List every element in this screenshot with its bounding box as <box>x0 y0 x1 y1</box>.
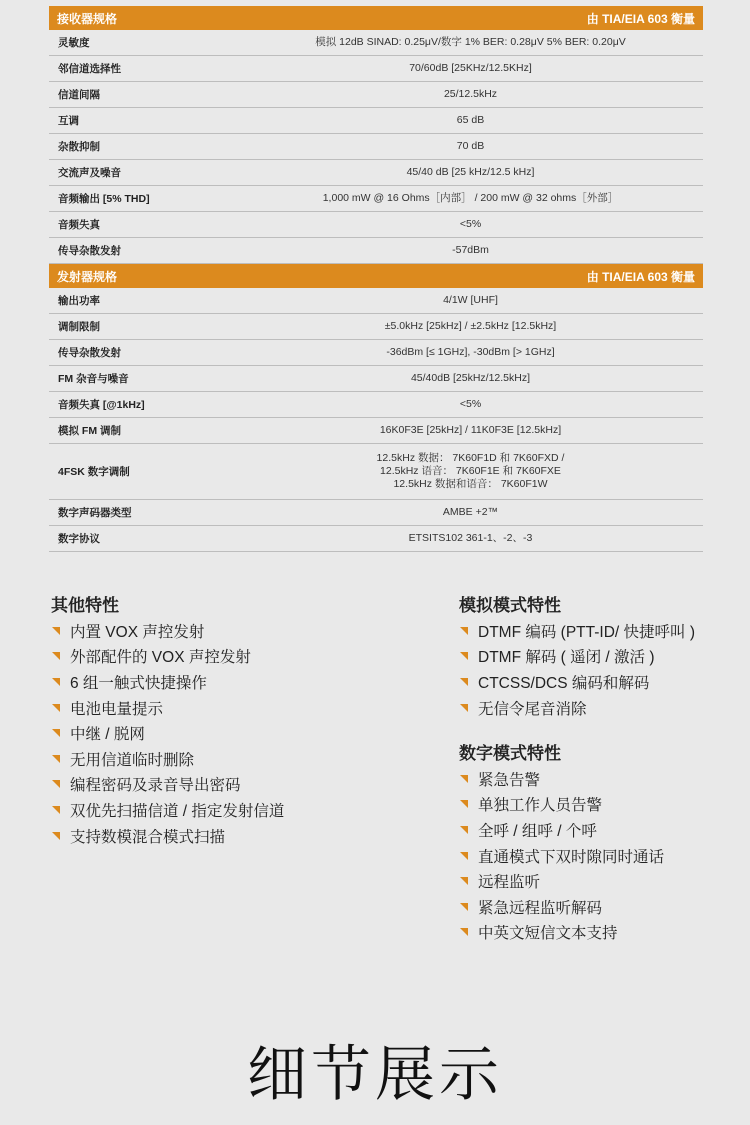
spec-value <box>258 62 703 75</box>
bullet-triangle-icon <box>460 775 468 783</box>
feature-text: 双优先扫描信道 / 指定发射信道 <box>70 802 285 820</box>
feature-item <box>51 695 284 721</box>
spec-label: 传导杂散发射 <box>58 245 121 257</box>
bullet-triangle-icon <box>460 928 468 936</box>
feature-item <box>459 644 695 670</box>
spec-label: 音频失真 [@1kHz] <box>58 399 145 411</box>
spec-label: 传导杂散发射 <box>58 347 121 359</box>
bullet-triangle-icon <box>460 704 468 712</box>
bullet-triangle-icon <box>52 832 60 840</box>
spec-row <box>49 526 703 552</box>
spec-label: 互调 <box>58 115 79 127</box>
spec-label: 模拟 FM 调制 <box>58 425 121 437</box>
receiver-header <box>49 6 703 30</box>
analog-features <box>459 591 695 720</box>
feature-text: 中继 / 脱网 <box>70 726 145 744</box>
spec-value-line: 12.5kHz 数据和语音： 7K60F1W <box>393 478 548 490</box>
feature-item <box>51 669 284 695</box>
feature-item <box>459 843 664 869</box>
feature-text: 支持数模混合模式扫描 <box>70 828 226 846</box>
spec-value <box>258 244 703 257</box>
spec-label: 信道间隔 <box>58 89 100 101</box>
feature-item <box>459 868 664 894</box>
feature-text: 远程监听 <box>478 874 541 892</box>
bullet-triangle-icon <box>52 652 60 660</box>
spec-label: FM 杂音与噪音 <box>58 373 129 385</box>
other-features-list <box>51 618 284 848</box>
feature-item <box>459 920 664 946</box>
spec-row <box>49 160 703 186</box>
spec-row <box>49 340 703 366</box>
spec-label: 交流声及噪音 <box>58 167 121 179</box>
spec-row <box>49 392 703 418</box>
spec-value-line: 25/12.5kHz <box>443 88 498 100</box>
spec-value-line: 1,000 mW @ 16 Ohms［内部］ / 200 mW @ 32 ohms［外部］ <box>322 192 619 204</box>
feature-item <box>51 644 284 670</box>
spec-table <box>49 6 703 552</box>
bullet-triangle-icon <box>460 877 468 885</box>
bullet-triangle-icon <box>52 806 60 814</box>
feature-item <box>51 797 284 823</box>
feature-item <box>459 695 695 721</box>
spec-row <box>49 56 703 82</box>
feature-item <box>51 720 284 746</box>
feature-item <box>51 772 284 798</box>
receiver-title: 接收器规格 <box>57 11 118 26</box>
spec-value-line: 65 dB <box>456 114 485 126</box>
feature-text: 中英文短信文本支持 <box>478 925 618 943</box>
spec-value-line: AMBE +2™ <box>442 506 499 518</box>
spec-label: 数字协议 <box>58 533 100 545</box>
feature-text: 全呼 / 组呼 / 个呼 <box>478 822 597 840</box>
spec-label: 杂散抑制 <box>58 141 100 153</box>
bullet-triangle-icon <box>460 627 468 635</box>
spec-label: 数字声码器类型 <box>58 507 132 519</box>
spec-value-line: <5% <box>459 218 482 230</box>
feature-text: 内置 VOX 声控发射 <box>70 623 205 641</box>
spec-row <box>49 314 703 340</box>
bullet-triangle-icon <box>52 780 60 788</box>
spec-value-line: -57dBm <box>452 244 489 256</box>
feature-item <box>51 746 284 772</box>
spec-label: 调制限制 <box>58 321 100 333</box>
feature-text: 单独工作人员告警 <box>478 797 603 815</box>
spec-value-line: 4/1W [UHF] <box>443 294 498 306</box>
receiver-rows <box>49 30 703 264</box>
spec-value-line: -36dBm [≤ 1GHz], -30dBm [> 1GHz] <box>386 346 555 358</box>
feature-text: 外部配件的 VOX 声控发射 <box>70 649 251 667</box>
transmitter-rows <box>49 288 703 552</box>
spec-value <box>258 88 703 101</box>
bullet-triangle-icon <box>460 678 468 686</box>
other-features-title: 其他特性 <box>51 596 119 615</box>
analog-features-list <box>459 618 695 720</box>
spec-row <box>49 108 703 134</box>
feature-item <box>459 669 695 695</box>
spec-value-line: 模拟 12dB SINAD: 0.25μV/数字 1% BER: 0.28μV 5% BER: 0.20μV <box>315 36 626 48</box>
spec-value <box>258 320 703 333</box>
spec-label: 输出功率 <box>58 295 100 307</box>
spec-value <box>258 346 703 359</box>
spec-row <box>49 30 703 56</box>
bullet-triangle-icon <box>52 729 60 737</box>
spec-label: 音频输出 [5% THD] <box>58 193 150 205</box>
transmitter-header <box>49 264 703 288</box>
feature-item <box>459 817 664 843</box>
bullet-triangle-icon <box>52 755 60 763</box>
spec-value <box>258 218 703 231</box>
spec-value <box>258 452 703 491</box>
digital-features <box>459 739 664 945</box>
spec-value <box>258 424 703 437</box>
feature-text: 无用信道临时删除 <box>70 751 195 769</box>
feature-item <box>459 894 664 920</box>
feature-text: 电池电量提示 <box>70 700 164 718</box>
analog-features-title: 模拟模式特性 <box>459 596 561 615</box>
spec-value <box>258 140 703 153</box>
transmitter-standard: 由 TIA/EIA 603 衡量 <box>586 269 695 284</box>
bullet-triangle-icon <box>460 903 468 911</box>
transmitter-title: 发射器规格 <box>57 269 118 284</box>
feature-text: DTMF 编码 (PTT-ID/ 快捷呼叫 ) <box>478 623 695 641</box>
spec-row <box>49 82 703 108</box>
spec-value <box>258 36 703 49</box>
spec-row <box>49 186 703 212</box>
feature-text: 编程密码及录音导出密码 <box>70 777 241 795</box>
spec-value <box>258 114 703 127</box>
spec-row <box>49 212 703 238</box>
spec-value-line: 70 dB <box>456 140 485 152</box>
spec-label: 音频失真 <box>58 219 100 231</box>
spec-value <box>258 398 703 411</box>
feature-text: 直通模式下双时隙同时通话 <box>478 848 665 866</box>
feature-text: DTMF 解码 ( 遥闭 / 激活 ) <box>478 649 655 667</box>
bullet-triangle-icon <box>460 800 468 808</box>
spec-row <box>49 444 703 500</box>
bullet-triangle-icon <box>460 852 468 860</box>
feature-text: 紧急远程监听解码 <box>478 899 603 917</box>
spec-value-line: 16K0F3E [25kHz] / 11K0F3E [12.5kHz] <box>379 424 562 436</box>
spec-row <box>49 134 703 160</box>
spec-value-line: 12.5kHz 数据： 7K60F1D 和 7K60FXD / <box>376 452 565 464</box>
feature-item <box>51 618 284 644</box>
spec-value <box>258 294 703 307</box>
feature-text: 紧急告警 <box>478 771 541 789</box>
spec-row <box>49 418 703 444</box>
feature-item <box>459 618 695 644</box>
spec-value-line: 70/60dB [25KHz/12.5KHz] <box>409 62 532 74</box>
spec-value <box>258 532 703 545</box>
bullet-triangle-icon <box>460 652 468 660</box>
digital-features-title: 数字模式特性 <box>459 744 561 763</box>
spec-value-line: ±5.0kHz [25kHz] / ±2.5kHz [12.5kHz] <box>384 320 557 332</box>
digital-features-list <box>459 766 664 945</box>
other-features <box>51 591 284 848</box>
spec-row <box>49 500 703 526</box>
feature-text: CTCSS/DCS 编码和解码 <box>478 674 650 692</box>
spec-value <box>258 166 703 179</box>
bullet-triangle-icon <box>52 704 60 712</box>
spec-value-line: ETSITS102 361-1、-2、-3 <box>408 532 533 544</box>
bullet-triangle-icon <box>52 678 60 686</box>
spec-row <box>49 288 703 314</box>
feature-item <box>51 823 284 849</box>
spec-label: 邻信道选择性 <box>58 63 121 75</box>
feature-item <box>459 766 664 792</box>
spec-label: 4FSK 数字调制 <box>58 466 130 478</box>
spec-value-line: 45/40dB [25kHz/12.5kHz] <box>410 372 531 384</box>
receiver-standard: 由 TIA/EIA 603 衡量 <box>586 11 695 26</box>
detail-title: 细节展示 <box>247 1041 503 1108</box>
feature-text: 无信令尾音消除 <box>478 700 587 718</box>
bullet-triangle-icon <box>52 627 60 635</box>
spec-value-line: 12.5kHz 语音： 7K60F1E 和 7K60FXE <box>380 465 561 477</box>
spec-value <box>258 372 703 385</box>
bullet-triangle-icon <box>460 826 468 834</box>
spec-value <box>258 506 703 519</box>
spec-label: 灵敏度 <box>58 37 90 49</box>
spec-value-line: 45/40 dB [25 kHz/12.5 kHz] <box>406 166 535 178</box>
spec-row <box>49 238 703 264</box>
spec-value <box>258 192 703 205</box>
feature-item <box>459 792 664 818</box>
spec-row <box>49 366 703 392</box>
spec-value-line: <5% <box>459 398 482 410</box>
feature-text: 6 组一触式快捷操作 <box>70 674 207 692</box>
